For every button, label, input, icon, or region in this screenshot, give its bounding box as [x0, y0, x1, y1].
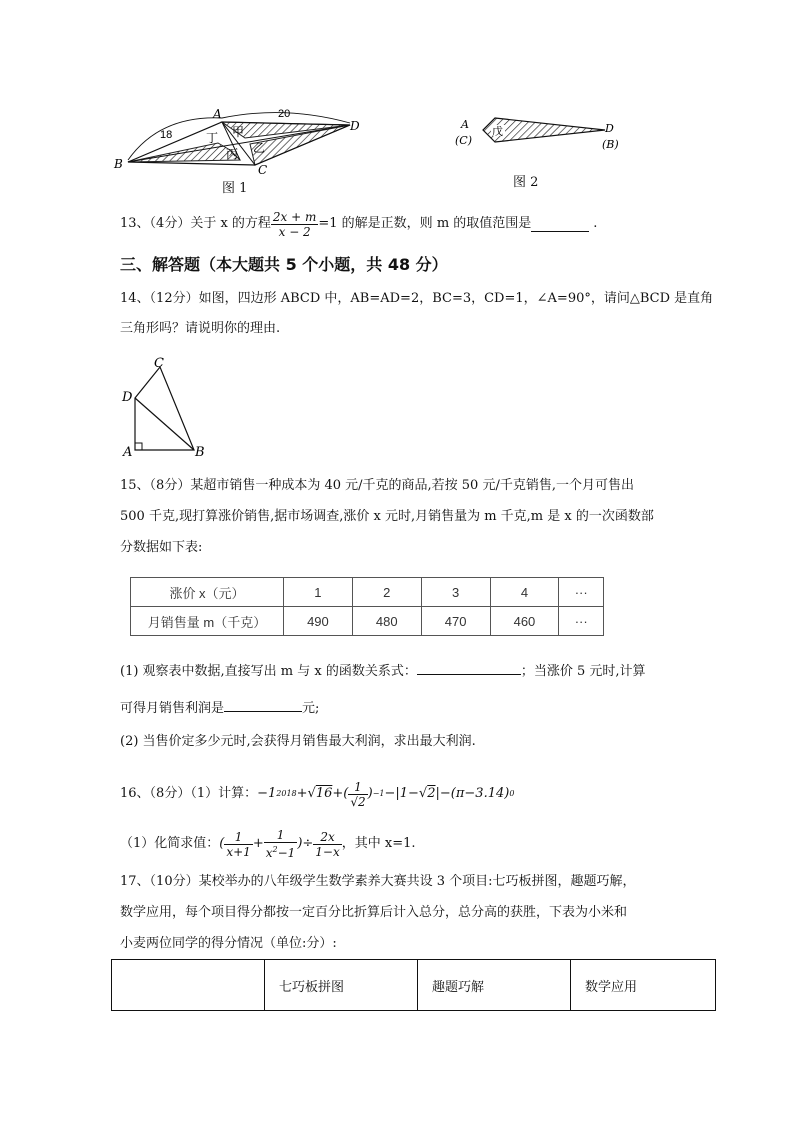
label-18: 18: [160, 129, 173, 141]
q15-profit-blank[interactable]: [224, 697, 302, 712]
q15-line-2: 500 千克,现打算涨价销售,据市场调查,涨价 x 元时,月销售量为 m 千克,m 是 x 的一次函数部: [120, 509, 654, 524]
label-D: D: [350, 119, 360, 133]
label-jia: 甲: [232, 125, 245, 139]
table-cell: ···: [559, 578, 604, 607]
q13-prefix: 13、（4分）关于 x 的方程: [120, 216, 271, 231]
figure-1-caption: 图 1: [222, 181, 248, 196]
label-ding: 丁: [206, 131, 219, 145]
q17-line-1: 17、（10分）某校举办的八年级学生数学素养大赛共设 3 个项目:七巧板拼图，趣题巧解，: [120, 874, 636, 889]
q17-table: [111, 959, 716, 1011]
q16-part2-suffix: ，其中 x=1.: [341, 836, 416, 851]
q13-suffix: =1 的解是正数，则 m 的取值范围是: [318, 216, 532, 231]
label-B2: (B): [602, 138, 619, 151]
table-cell: 2: [352, 578, 421, 607]
q14-line-1: 14、（12分）如图，四边形 ABCD 中，AB=AD=2，BC=3，CD=1，∠A=90°，请问△BCD 是直角: [120, 291, 714, 306]
section-3-heading: 三、解答题（本大题共 5 个小题，共 48 分）: [120, 255, 448, 274]
label-yi: 乙: [253, 141, 266, 155]
q13-answer-blank[interactable]: [531, 217, 589, 232]
figure-2: [455, 110, 630, 160]
table-cell: 460: [490, 607, 559, 636]
q15-part1-text: (1) 观察表中数据,直接写出 m 与 x 的函数关系式：: [120, 664, 417, 679]
table-cell: 月销售量 m（千克）: [131, 607, 284, 636]
q17-line-2: 数学应用，每个项目得分都按一定百分比折算后计入总分，总分高的获胜，下表为小米和: [120, 905, 628, 920]
q15-part1-text-b: ；当涨价 5 元时,计算: [520, 664, 646, 679]
q16-expression: −1 2018 +√ 16 +( $\frac{1}{√2}$ ) −1 −|1−√ 2 |−(π−3.14) 0: [257, 779, 515, 809]
q14-label-D: D: [122, 390, 133, 405]
label-D2: D: [605, 122, 614, 135]
label-bing: 丙: [226, 147, 239, 161]
label-A2: A: [461, 118, 469, 131]
label-20: 20: [278, 108, 291, 120]
label-C2: (C): [455, 134, 472, 147]
table-row: [131, 607, 604, 636]
q14-label-C: C: [154, 356, 164, 371]
table-cell: 涨价 x（元）: [131, 578, 284, 607]
label-B: B: [114, 157, 123, 171]
question-16-part-2: [120, 822, 416, 866]
q16-part2-expression: ( $\frac{1}{x+1}$ + $\frac{1}{x^2-1}$ )÷ $\frac{2x}{1-x}$: [219, 828, 340, 860]
table-cell: 490: [284, 607, 353, 636]
question-13: [120, 206, 597, 242]
table-cell: ···: [559, 607, 604, 636]
q14-label-B: B: [195, 445, 205, 460]
q15-table: [130, 577, 604, 636]
question-16-part-1: [120, 774, 514, 814]
q13-frac-den: x − 2: [278, 224, 311, 239]
q15-part1-text-c: 可得月销售利润是: [120, 701, 225, 716]
table-cell: 1: [284, 578, 353, 607]
label-A: A: [213, 107, 222, 121]
table-header-cell: [112, 960, 265, 1011]
label-C: C: [258, 163, 268, 177]
table-header-cell: 趣题巧解: [418, 960, 571, 1011]
q15-part-1: [120, 660, 646, 681]
label-wu: 戊: [492, 125, 503, 138]
q15-part-2: (2) 当售价定多少元时,会获得月销售最大利润，求出最大利润.: [120, 734, 476, 749]
q14-label-A: A: [123, 445, 133, 460]
q13-frac-num: 2x + m: [272, 209, 317, 224]
figure-2-caption: 图 2: [513, 175, 539, 190]
q15-function-blank[interactable]: [417, 660, 521, 675]
q13-fraction: [271, 210, 318, 239]
q14-figure: [118, 355, 213, 460]
table-cell: 3: [421, 578, 490, 607]
table-cell: 4: [490, 578, 559, 607]
q16-part2-prefix: （1）化简求值：: [120, 836, 220, 851]
q15-part1-text-d: 元;: [302, 701, 320, 716]
table-header-cell: 七巧板拼图: [265, 960, 418, 1011]
table-row: [131, 578, 604, 607]
q15-line-1: 15、（8分）某超市销售一种成本为 40 元/千克的商品,若按 50 元/千克销售,一个月可售出: [120, 478, 634, 493]
figure-1: [110, 100, 370, 180]
q15-line-3: 分数据如下表:: [120, 540, 203, 555]
q17-line-3: 小麦两位同学的得分情况（单位:分）:: [120, 936, 337, 951]
q13-end: .: [593, 216, 598, 231]
table-header-cell: 数学应用: [571, 960, 716, 1011]
table-row: [112, 960, 716, 1011]
table-cell: 480: [352, 607, 421, 636]
table-cell: 470: [421, 607, 490, 636]
q14-line-2: 三角形吗？请说明你的理由.: [120, 321, 281, 336]
q15-part-1-cont: [120, 697, 319, 718]
q16-prefix: 16、（8分）（1）计算：: [120, 786, 258, 801]
